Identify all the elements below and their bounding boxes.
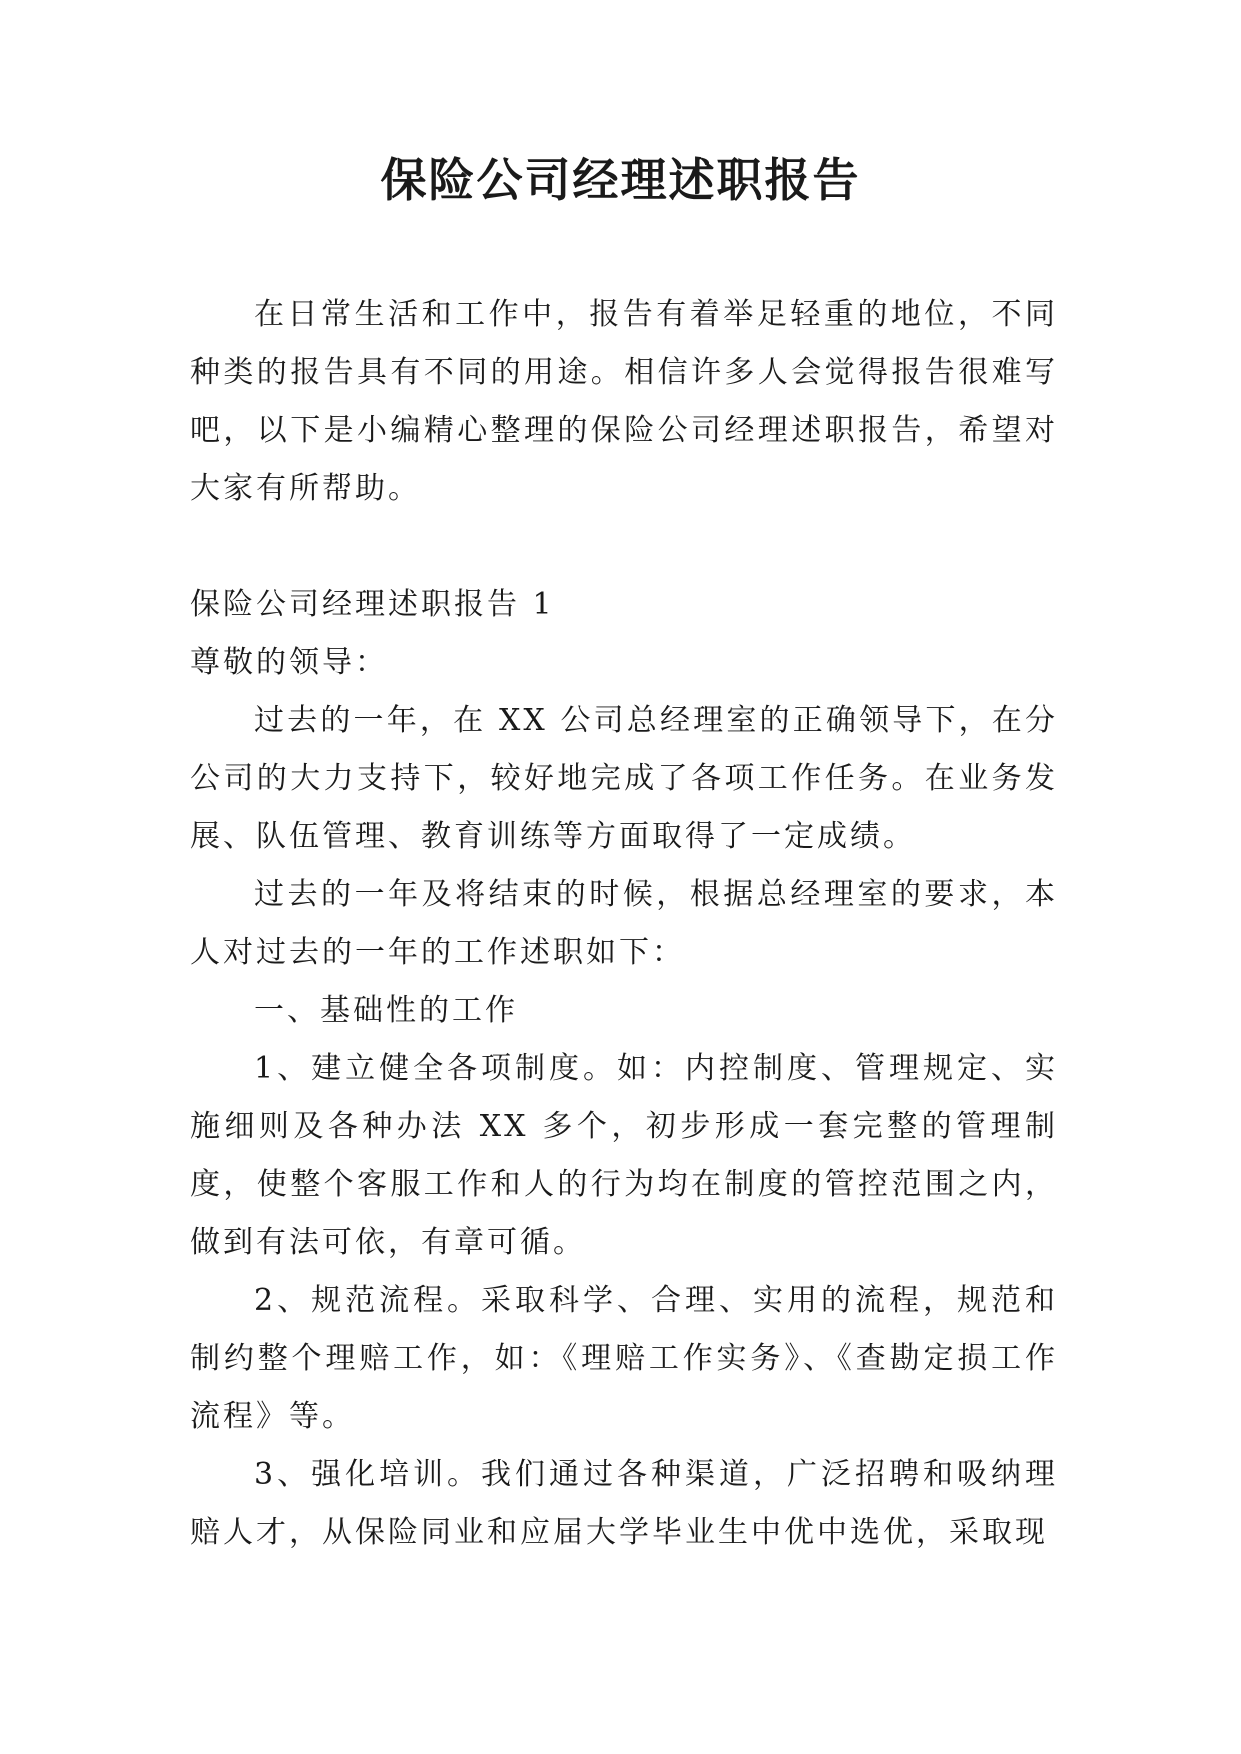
body-paragraph: 过去的一年，在 XX 公司总经理室的正确领导下，在分公司的大力支持下，较好地完成了各项工作任务。在业务发展、队伍管理、教育训练等方面取得了一定成绩。 (190, 703, 1058, 854)
body-paragraph: 1、建立健全各项制度。如：内控制度、管理规定、实施细则及各种办法 XX 多个，初步形成一套完整的管理制度，使整个客服工作和人的行为均在制度的管控范围之内，做到有法可依，有章可循。 (190, 1051, 1058, 1260)
document-body (190, 286, 1058, 1562)
body-paragraph: 一、基础性的工作 (254, 993, 518, 1028)
intro-paragraph: 在日常生活和工作中，报告有着举足轻重的地位，不同种类的报告具有不同的用途。相信许多人会觉得报告很难写吧，以下是小编精心整理的保险公司经理述职报告，希望对大家有所帮助。 (190, 297, 1058, 506)
section-heading: 保险公司经理述职报告 1 (190, 587, 555, 622)
document-title: 保险公司经理述职报告 (380, 153, 861, 207)
body-paragraph: 2、规范流程。采取科学、合理、实用的流程，规范和制约整个理赔工作，如：《理赔工作实务》、《查勘定损工作流程》等。 (190, 1283, 1058, 1434)
body-paragraph: 过去的一年及将结束的时候，根据总经理室的要求，本人对过去的一年的工作述职如下： (190, 877, 1058, 970)
body-paragraph: 3、强化培训。我们通过各种渠道，广泛招聘和吸纳理赔人才，从保险同业和应届大学毕业生中优中选优，采取现 (190, 1457, 1058, 1550)
salutation: 尊敬的领导： (190, 645, 388, 680)
